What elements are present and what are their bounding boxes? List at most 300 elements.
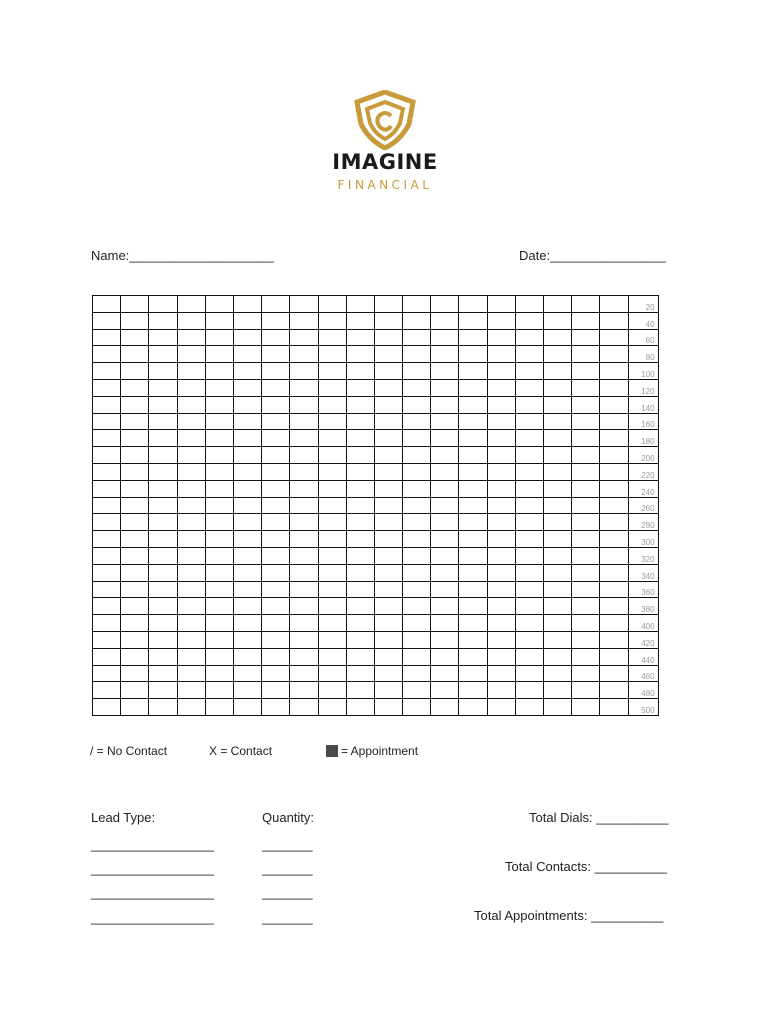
dial-cell[interactable] <box>572 396 600 413</box>
dial-cell[interactable] <box>346 312 374 329</box>
dial-cell[interactable] <box>262 296 290 313</box>
dial-cell[interactable] <box>205 447 233 464</box>
dial-cell[interactable] <box>149 547 177 564</box>
dial-cell[interactable] <box>177 547 205 564</box>
dial-cell[interactable] <box>93 682 121 699</box>
dial-cell[interactable] <box>121 363 149 380</box>
dial-cell[interactable] <box>374 682 402 699</box>
dial-cell[interactable] <box>431 631 459 648</box>
dial-cell[interactable] <box>93 329 121 346</box>
dial-cell[interactable] <box>205 665 233 682</box>
dial-cell[interactable] <box>600 665 628 682</box>
dial-cell[interactable] <box>290 497 318 514</box>
dial-cell[interactable] <box>233 430 261 447</box>
dial-cell[interactable] <box>600 463 628 480</box>
dial-cell[interactable] <box>487 648 515 665</box>
dial-cell[interactable] <box>403 363 431 380</box>
dial-cell[interactable] <box>459 514 487 531</box>
dial-cell[interactable] <box>544 682 572 699</box>
dial-cell[interactable] <box>262 682 290 699</box>
dial-cell[interactable] <box>290 379 318 396</box>
dial-cell[interactable] <box>121 514 149 531</box>
dial-cell[interactable] <box>544 463 572 480</box>
dial-cell[interactable] <box>318 682 346 699</box>
dial-cell[interactable] <box>487 329 515 346</box>
dial-cell[interactable] <box>403 480 431 497</box>
dial-cell[interactable] <box>544 396 572 413</box>
dial-cell[interactable] <box>403 447 431 464</box>
dial-cell[interactable] <box>431 598 459 615</box>
dial-cell[interactable] <box>487 447 515 464</box>
dial-cell[interactable] <box>262 447 290 464</box>
dial-cell[interactable] <box>205 615 233 632</box>
dial-cell[interactable] <box>374 312 402 329</box>
dial-cell[interactable] <box>262 547 290 564</box>
dial-cell[interactable] <box>431 296 459 313</box>
dial-cell[interactable] <box>93 346 121 363</box>
dial-cell[interactable] <box>572 699 600 716</box>
dial-cell[interactable] <box>149 581 177 598</box>
dial-cell[interactable] <box>572 463 600 480</box>
dial-cell[interactable] <box>290 648 318 665</box>
dial-cell[interactable] <box>515 564 543 581</box>
dial-cell[interactable] <box>346 547 374 564</box>
dial-cell[interactable] <box>572 682 600 699</box>
dial-cell[interactable] <box>487 312 515 329</box>
dial-cell[interactable] <box>262 648 290 665</box>
dial-cell[interactable] <box>121 631 149 648</box>
dial-cell[interactable] <box>233 296 261 313</box>
dial-cell[interactable] <box>572 296 600 313</box>
dial-cell[interactable] <box>177 598 205 615</box>
dial-cell[interactable] <box>459 648 487 665</box>
dial-cell[interactable] <box>459 329 487 346</box>
dial-cell[interactable] <box>431 463 459 480</box>
dial-cell[interactable] <box>205 497 233 514</box>
dial-cell[interactable] <box>149 531 177 548</box>
dial-cell[interactable] <box>431 329 459 346</box>
dial-cell[interactable] <box>600 312 628 329</box>
dial-cell[interactable] <box>177 514 205 531</box>
dial-cell[interactable] <box>290 447 318 464</box>
dial-cell[interactable] <box>459 581 487 598</box>
dial-cell[interactable] <box>544 480 572 497</box>
dial-cell[interactable] <box>487 598 515 615</box>
dial-cell[interactable] <box>177 296 205 313</box>
dial-cell[interactable] <box>572 514 600 531</box>
dial-cell[interactable] <box>121 564 149 581</box>
dial-cell[interactable] <box>233 396 261 413</box>
dial-cell[interactable] <box>290 631 318 648</box>
dial-cell[interactable] <box>459 346 487 363</box>
dial-cell[interactable] <box>205 598 233 615</box>
dial-cell[interactable] <box>177 346 205 363</box>
dial-cell[interactable] <box>177 699 205 716</box>
dial-cell[interactable] <box>515 665 543 682</box>
dial-cell[interactable] <box>459 531 487 548</box>
dial-cell[interactable] <box>346 531 374 548</box>
dial-cell[interactable] <box>318 514 346 531</box>
dial-cell[interactable] <box>487 699 515 716</box>
dial-cell[interactable] <box>290 463 318 480</box>
total-contacts-field[interactable]: Total Contacts: __________ <box>505 859 667 874</box>
dial-cell[interactable] <box>544 581 572 598</box>
dial-cell[interactable] <box>290 514 318 531</box>
dial-cell[interactable] <box>403 564 431 581</box>
dial-cell[interactable] <box>431 581 459 598</box>
dial-cell[interactable] <box>121 413 149 430</box>
dial-cell[interactable] <box>600 363 628 380</box>
dial-cell[interactable] <box>121 581 149 598</box>
dial-cell[interactable] <box>487 514 515 531</box>
dial-cell[interactable] <box>177 531 205 548</box>
dial-cell[interactable] <box>487 379 515 396</box>
dial-cell[interactable] <box>572 615 600 632</box>
dial-cell[interactable] <box>600 497 628 514</box>
dial-cell[interactable] <box>93 598 121 615</box>
dial-cell[interactable] <box>515 547 543 564</box>
dial-cell[interactable] <box>121 547 149 564</box>
dial-cell[interactable] <box>177 648 205 665</box>
dial-cell[interactable] <box>346 514 374 531</box>
dial-cell[interactable] <box>600 682 628 699</box>
dial-cell[interactable] <box>290 547 318 564</box>
dial-cell[interactable] <box>487 396 515 413</box>
dial-cell[interactable] <box>93 396 121 413</box>
dial-cell[interactable] <box>177 363 205 380</box>
dial-cell[interactable] <box>487 346 515 363</box>
dial-cell[interactable] <box>262 312 290 329</box>
dial-cell[interactable] <box>346 379 374 396</box>
dial-cell[interactable] <box>262 396 290 413</box>
dial-cell[interactable] <box>93 564 121 581</box>
dial-cell[interactable] <box>346 631 374 648</box>
dial-cell[interactable] <box>374 363 402 380</box>
lead-type-blank-2[interactable]: _________________ <box>91 861 214 876</box>
total-dials-field[interactable]: Total Dials: __________ <box>529 810 669 825</box>
dial-cell[interactable] <box>374 346 402 363</box>
dial-cell[interactable] <box>149 480 177 497</box>
dial-cell[interactable] <box>459 413 487 430</box>
dial-cell[interactable] <box>403 682 431 699</box>
dial-cell[interactable] <box>149 346 177 363</box>
dial-cell[interactable] <box>233 699 261 716</box>
dial-cell[interactable] <box>149 296 177 313</box>
dial-cell[interactable] <box>205 312 233 329</box>
dial-cell[interactable] <box>403 296 431 313</box>
dial-cell[interactable] <box>205 480 233 497</box>
dial-cell[interactable] <box>487 682 515 699</box>
dial-cell[interactable] <box>600 480 628 497</box>
dial-cell[interactable] <box>149 514 177 531</box>
dial-cell[interactable] <box>572 648 600 665</box>
dial-cell[interactable] <box>544 648 572 665</box>
dial-cell[interactable] <box>177 463 205 480</box>
dial-cell[interactable] <box>459 682 487 699</box>
dial-cell[interactable] <box>177 312 205 329</box>
dial-cell[interactable] <box>403 648 431 665</box>
dial-cell[interactable] <box>403 413 431 430</box>
dial-cell[interactable] <box>121 463 149 480</box>
dial-cell[interactable] <box>374 514 402 531</box>
dial-cell[interactable] <box>374 396 402 413</box>
dial-cell[interactable] <box>290 699 318 716</box>
dial-cell[interactable] <box>318 581 346 598</box>
dial-cell[interactable] <box>544 296 572 313</box>
dial-cell[interactable] <box>149 615 177 632</box>
dial-cell[interactable] <box>600 346 628 363</box>
dial-cell[interactable] <box>431 363 459 380</box>
dial-cell[interactable] <box>93 699 121 716</box>
dial-cell[interactable] <box>431 514 459 531</box>
dial-cell[interactable] <box>487 631 515 648</box>
dial-cell[interactable] <box>515 531 543 548</box>
dial-cell[interactable] <box>600 598 628 615</box>
dial-cell[interactable] <box>515 615 543 632</box>
dial-cell[interactable] <box>149 379 177 396</box>
dial-cell[interactable] <box>205 514 233 531</box>
dial-cell[interactable] <box>515 346 543 363</box>
dial-cell[interactable] <box>93 413 121 430</box>
dial-cell[interactable] <box>318 296 346 313</box>
dial-cell[interactable] <box>346 598 374 615</box>
dial-cell[interactable] <box>431 615 459 632</box>
dial-cell[interactable] <box>600 699 628 716</box>
dial-cell[interactable] <box>121 296 149 313</box>
dial-cell[interactable] <box>233 413 261 430</box>
dial-cell[interactable] <box>572 379 600 396</box>
dial-cell[interactable] <box>233 631 261 648</box>
dial-cell[interactable] <box>149 665 177 682</box>
dial-cell[interactable] <box>290 296 318 313</box>
dial-cell[interactable] <box>346 346 374 363</box>
dial-cell[interactable] <box>572 413 600 430</box>
dial-cell[interactable] <box>233 447 261 464</box>
dial-cell[interactable] <box>205 631 233 648</box>
dial-cell[interactable] <box>544 598 572 615</box>
dial-cell[interactable] <box>177 615 205 632</box>
dial-cell[interactable] <box>431 312 459 329</box>
dial-cell[interactable] <box>205 699 233 716</box>
dial-cell[interactable] <box>233 564 261 581</box>
dial-cell[interactable] <box>544 346 572 363</box>
dial-cell[interactable] <box>431 665 459 682</box>
dial-cell[interactable] <box>121 497 149 514</box>
dial-cell[interactable] <box>459 296 487 313</box>
dial-cell[interactable] <box>205 363 233 380</box>
dial-cell[interactable] <box>290 363 318 380</box>
dial-cell[interactable] <box>149 631 177 648</box>
dial-cell[interactable] <box>205 396 233 413</box>
dial-cell[interactable] <box>515 379 543 396</box>
dial-cell[interactable] <box>487 430 515 447</box>
dial-cell[interactable] <box>290 329 318 346</box>
dial-cell[interactable] <box>459 430 487 447</box>
dial-cell[interactable] <box>431 346 459 363</box>
dial-cell[interactable] <box>544 413 572 430</box>
dial-cell[interactable] <box>121 531 149 548</box>
dial-cell[interactable] <box>600 296 628 313</box>
dial-cell[interactable] <box>346 447 374 464</box>
dial-cell[interactable] <box>403 346 431 363</box>
dial-cell[interactable] <box>600 648 628 665</box>
dial-cell[interactable] <box>431 699 459 716</box>
dial-cell[interactable] <box>262 413 290 430</box>
dial-cell[interactable] <box>262 564 290 581</box>
dial-cell[interactable] <box>487 497 515 514</box>
dial-cell[interactable] <box>233 648 261 665</box>
dial-cell[interactable] <box>149 329 177 346</box>
dial-cell[interactable] <box>262 514 290 531</box>
dial-cell[interactable] <box>290 396 318 413</box>
dial-cell[interactable] <box>572 497 600 514</box>
dial-cell[interactable] <box>233 615 261 632</box>
dial-cell[interactable] <box>205 463 233 480</box>
dial-cell[interactable] <box>318 430 346 447</box>
dial-cell[interactable] <box>544 564 572 581</box>
dial-cell[interactable] <box>233 346 261 363</box>
dial-cell[interactable] <box>487 547 515 564</box>
dial-cell[interactable] <box>346 581 374 598</box>
dial-cell[interactable] <box>121 699 149 716</box>
dial-cell[interactable] <box>459 312 487 329</box>
dial-cell[interactable] <box>374 447 402 464</box>
dial-cell[interactable] <box>600 531 628 548</box>
dial-cell[interactable] <box>544 514 572 531</box>
dial-cell[interactable] <box>459 699 487 716</box>
dial-cell[interactable] <box>149 682 177 699</box>
dial-cell[interactable] <box>346 363 374 380</box>
dial-cell[interactable] <box>93 296 121 313</box>
dial-cell[interactable] <box>233 581 261 598</box>
dial-cell[interactable] <box>149 463 177 480</box>
dial-cell[interactable] <box>544 379 572 396</box>
dial-cell[interactable] <box>121 480 149 497</box>
dial-cell[interactable] <box>431 547 459 564</box>
dial-cell[interactable] <box>374 598 402 615</box>
dial-cell[interactable] <box>177 564 205 581</box>
dial-cell[interactable] <box>233 480 261 497</box>
quantity-blank-2[interactable]: _______ <box>262 861 313 876</box>
dial-cell[interactable] <box>346 296 374 313</box>
dial-cell[interactable] <box>346 430 374 447</box>
dial-cell[interactable] <box>290 531 318 548</box>
dial-cell[interactable] <box>459 547 487 564</box>
dial-cell[interactable] <box>374 430 402 447</box>
dial-cell[interactable] <box>121 615 149 632</box>
dial-cell[interactable] <box>318 564 346 581</box>
dial-cell[interactable] <box>544 531 572 548</box>
dial-cell[interactable] <box>403 581 431 598</box>
dial-cell[interactable] <box>515 581 543 598</box>
dial-cell[interactable] <box>149 497 177 514</box>
dial-cell[interactable] <box>431 430 459 447</box>
dial-cell[interactable] <box>318 447 346 464</box>
dial-cell[interactable] <box>233 514 261 531</box>
dial-cell[interactable] <box>318 699 346 716</box>
dial-cell[interactable] <box>374 497 402 514</box>
dial-cell[interactable] <box>318 497 346 514</box>
dial-cell[interactable] <box>572 547 600 564</box>
dial-cell[interactable] <box>572 346 600 363</box>
dial-cell[interactable] <box>346 564 374 581</box>
dial-cell[interactable] <box>459 598 487 615</box>
dial-cell[interactable] <box>93 581 121 598</box>
dial-cell[interactable] <box>600 379 628 396</box>
dial-cell[interactable] <box>515 363 543 380</box>
date-field[interactable]: Date:________________ <box>519 248 666 263</box>
dial-cell[interactable] <box>515 682 543 699</box>
dial-cell[interactable] <box>177 480 205 497</box>
dial-cell[interactable] <box>262 329 290 346</box>
dial-cell[interactable] <box>544 430 572 447</box>
dial-cell[interactable] <box>177 631 205 648</box>
dial-cell[interactable] <box>572 447 600 464</box>
dial-cell[interactable] <box>572 598 600 615</box>
dial-cell[interactable] <box>346 329 374 346</box>
dial-cell[interactable] <box>177 581 205 598</box>
dial-cell[interactable] <box>262 631 290 648</box>
dial-cell[interactable] <box>93 312 121 329</box>
dial-cell[interactable] <box>515 312 543 329</box>
dial-cell[interactable] <box>515 463 543 480</box>
dial-cell[interactable] <box>600 430 628 447</box>
dial-cell[interactable] <box>374 480 402 497</box>
dial-cell[interactable] <box>290 682 318 699</box>
dial-cell[interactable] <box>431 396 459 413</box>
dial-cell[interactable] <box>93 447 121 464</box>
dial-cell[interactable] <box>600 631 628 648</box>
dial-cell[interactable] <box>205 430 233 447</box>
name-field[interactable]: Name:____________________ <box>91 248 274 263</box>
dial-cell[interactable] <box>233 497 261 514</box>
dial-cell[interactable] <box>374 648 402 665</box>
dial-cell[interactable] <box>205 329 233 346</box>
dial-cell[interactable] <box>374 564 402 581</box>
dial-cell[interactable] <box>233 379 261 396</box>
dial-cell[interactable] <box>290 413 318 430</box>
dial-cell[interactable] <box>487 531 515 548</box>
dial-cell[interactable] <box>93 631 121 648</box>
dial-cell[interactable] <box>177 665 205 682</box>
dial-cell[interactable] <box>93 363 121 380</box>
dial-cell[interactable] <box>149 413 177 430</box>
dial-cell[interactable] <box>93 463 121 480</box>
dial-cell[interactable] <box>346 699 374 716</box>
dial-cell[interactable] <box>262 463 290 480</box>
dial-cell[interactable] <box>544 699 572 716</box>
dial-cell[interactable] <box>205 346 233 363</box>
dial-cell[interactable] <box>459 379 487 396</box>
dial-cell[interactable] <box>93 547 121 564</box>
dial-cell[interactable] <box>374 296 402 313</box>
dial-cell[interactable] <box>403 379 431 396</box>
quantity-blank-4[interactable]: _______ <box>262 910 313 925</box>
dial-cell[interactable] <box>459 363 487 380</box>
dial-cell[interactable] <box>262 581 290 598</box>
dial-cell[interactable] <box>233 547 261 564</box>
dial-cell[interactable] <box>431 379 459 396</box>
dial-cell[interactable] <box>403 598 431 615</box>
dial-cell[interactable] <box>374 631 402 648</box>
dial-cell[interactable] <box>205 648 233 665</box>
dial-cell[interactable] <box>290 615 318 632</box>
dial-cell[interactable] <box>487 296 515 313</box>
dial-cell[interactable] <box>205 682 233 699</box>
dial-cell[interactable] <box>374 463 402 480</box>
dial-cell[interactable] <box>346 396 374 413</box>
dial-cell[interactable] <box>487 480 515 497</box>
